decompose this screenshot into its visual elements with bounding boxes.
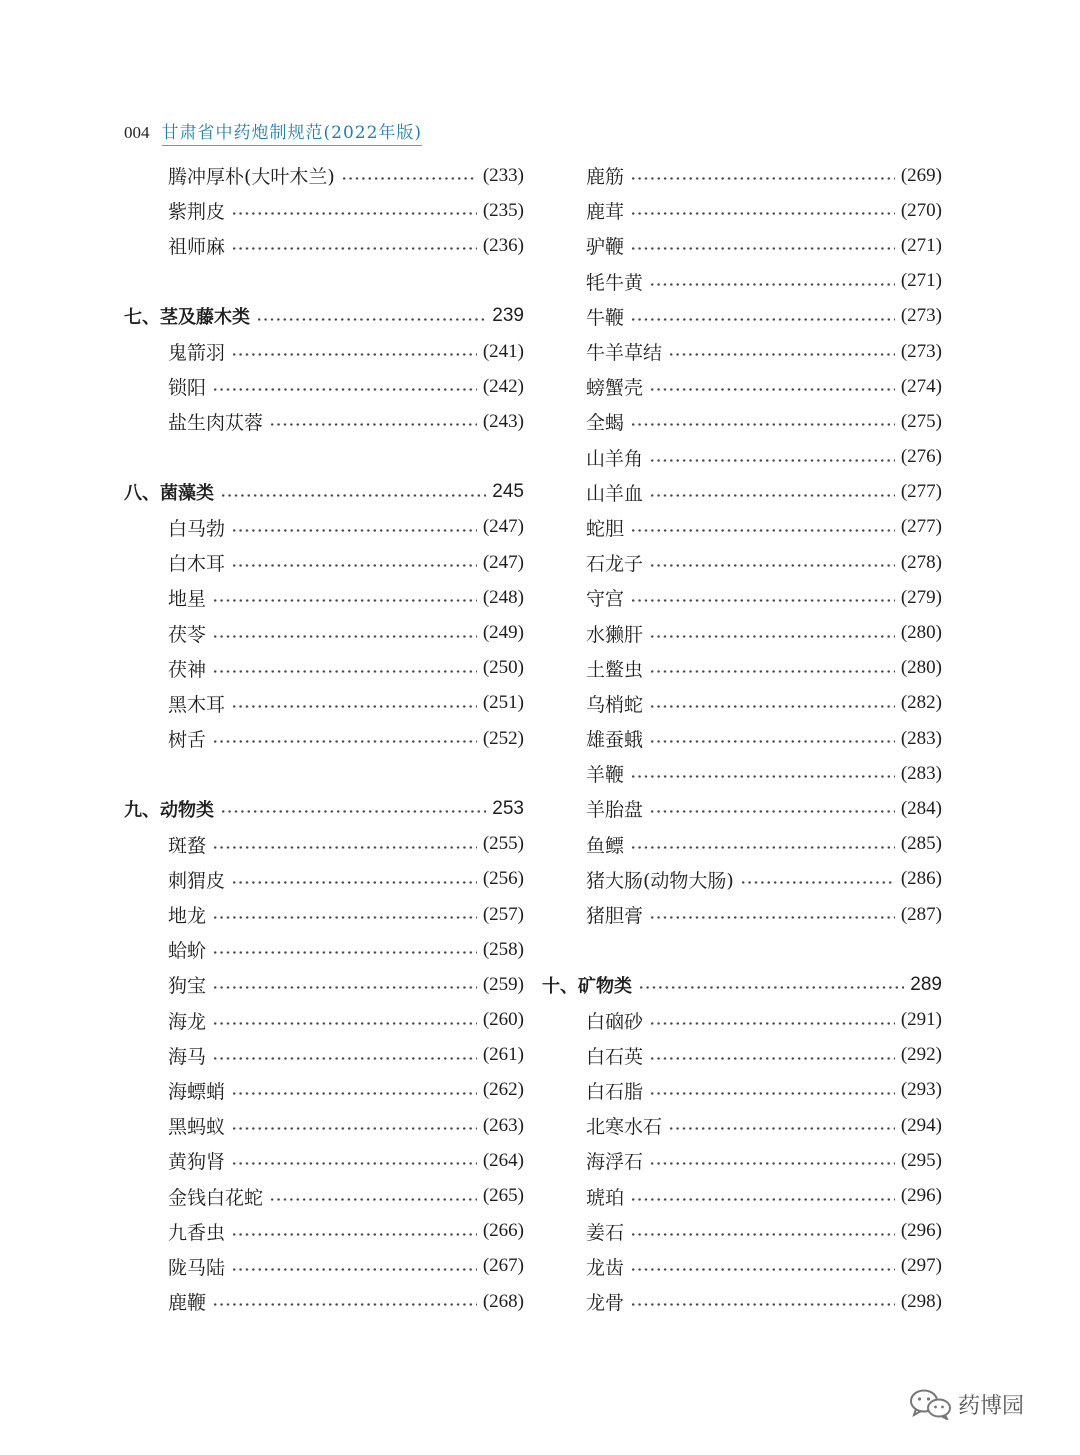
toc-entry-title: 腾冲厚朴(大叶木兰) xyxy=(168,166,335,189)
toc-entry-title: 十、矿物类 xyxy=(542,975,632,997)
dot-leader xyxy=(212,635,477,638)
toc-entry-title: 螃蟹壳 xyxy=(586,377,644,400)
toc-entry[interactable] xyxy=(124,404,524,439)
toc-entry-title: 紫荆皮 xyxy=(168,201,226,224)
toc-page-number: (291) xyxy=(900,1009,942,1031)
toc-page-number: (286) xyxy=(900,868,942,890)
toc-page-number: (247) xyxy=(482,551,524,573)
dot-leader xyxy=(231,1162,477,1165)
toc-entry[interactable] xyxy=(542,1073,942,1108)
dot-leader xyxy=(269,1198,477,1201)
toc-page-number: (298) xyxy=(900,1290,942,1312)
dot-leader xyxy=(649,1162,895,1165)
toc-entry[interactable] xyxy=(542,791,942,826)
toc-page-number: (255) xyxy=(482,833,524,855)
watermark-text: 药博园 xyxy=(958,1393,1025,1419)
toc-entry-title: 琥珀 xyxy=(586,1186,625,1209)
toc-entry[interactable] xyxy=(542,264,942,299)
toc-entry-title: 白石脂 xyxy=(586,1080,644,1103)
toc-page-number: (280) xyxy=(900,622,942,644)
dot-leader xyxy=(649,1057,895,1060)
dot-leader xyxy=(231,353,477,356)
toc-entry-title: 山羊血 xyxy=(586,482,644,505)
toc-gap xyxy=(124,264,524,299)
dot-leader xyxy=(668,1127,895,1130)
toc-entry-title: 驴鞭 xyxy=(586,236,625,259)
toc-page-number: (261) xyxy=(482,1044,524,1066)
dot-leader xyxy=(630,846,895,849)
dot-leader xyxy=(212,740,477,743)
dot-leader xyxy=(649,494,895,497)
toc-page-number: (265) xyxy=(482,1185,524,1207)
toc-entry[interactable] xyxy=(542,756,942,791)
toc-entry-title: 地龙 xyxy=(168,905,207,928)
dot-leader xyxy=(740,881,895,884)
dot-leader xyxy=(212,599,477,602)
toc-left-column xyxy=(124,158,524,1319)
dot-leader xyxy=(231,247,477,250)
toc-entry-title: 猪大肠(动物大肠) xyxy=(586,869,734,892)
toc-entry-title: 姜石 xyxy=(586,1221,625,1244)
toc-entry[interactable] xyxy=(124,1214,524,1249)
toc-entry[interactable] xyxy=(124,1143,524,1178)
toc-entry-title: 九、动物类 xyxy=(124,799,214,821)
dot-leader xyxy=(649,1092,895,1095)
toc-entry[interactable] xyxy=(124,1038,524,1073)
toc-entry-title: 茯神 xyxy=(168,658,207,681)
toc-section-heading[interactable] xyxy=(124,299,524,334)
dot-leader xyxy=(649,388,895,391)
toc-page-number: (287) xyxy=(900,903,942,925)
dot-leader xyxy=(630,318,895,321)
dot-leader xyxy=(231,1268,477,1271)
toc-section-heading[interactable] xyxy=(124,475,524,510)
toc-page-number: (262) xyxy=(482,1079,524,1101)
dot-leader xyxy=(630,1233,895,1236)
dot-leader xyxy=(630,177,895,180)
toc-entry[interactable] xyxy=(124,651,524,686)
toc-entry[interactable] xyxy=(542,721,942,756)
toc-page-number: (270) xyxy=(900,199,942,221)
toc-entry-title: 蛇胆 xyxy=(586,517,625,540)
toc-entry[interactable] xyxy=(124,932,524,967)
toc-section-heading[interactable] xyxy=(124,791,524,826)
toc-entry-title: 海马 xyxy=(168,1045,207,1068)
toc-entry-title: 牛鞭 xyxy=(586,306,625,329)
page-number: 004 xyxy=(124,123,150,142)
dot-leader xyxy=(649,916,895,919)
dot-leader xyxy=(649,459,895,462)
toc-entry-title: 鬼箭羽 xyxy=(168,342,226,365)
dot-leader xyxy=(630,1198,895,1201)
toc-entry[interactable] xyxy=(542,475,942,510)
toc-entry-title: 海螵蛸 xyxy=(168,1080,226,1103)
toc-page-number: (256) xyxy=(482,868,524,890)
toc-gap xyxy=(124,440,524,475)
page-header xyxy=(124,118,422,144)
dot-leader xyxy=(630,1303,895,1306)
toc-entry[interactable] xyxy=(542,440,942,475)
dot-leader xyxy=(269,423,477,426)
toc-page-number: (279) xyxy=(900,586,942,608)
toc-entry-title: 七、茎及藤木类 xyxy=(124,307,250,329)
toc-entry-title: 牛羊草结 xyxy=(586,342,663,365)
toc-entry[interactable] xyxy=(542,158,942,193)
toc-entry[interactable] xyxy=(124,1178,524,1213)
toc-entry-title: 全蝎 xyxy=(586,412,625,435)
dot-leader xyxy=(668,353,895,356)
dot-leader xyxy=(630,1268,895,1271)
toc-entry-title: 白石英 xyxy=(586,1045,644,1068)
toc-page-number: (258) xyxy=(482,938,524,960)
toc-page-number: (271) xyxy=(900,234,942,256)
toc-page-number: (249) xyxy=(482,622,524,644)
toc-entry-title: 羊鞭 xyxy=(586,764,625,787)
toc-entry-title: 龙骨 xyxy=(586,1292,625,1315)
toc-entry[interactable] xyxy=(542,615,942,650)
dot-leader xyxy=(649,564,895,567)
toc-page-number: (252) xyxy=(482,727,524,749)
toc-entry-title: 猪胆膏 xyxy=(586,905,644,928)
toc-entry-title: 黄狗肾 xyxy=(168,1151,226,1174)
toc-page-number: (251) xyxy=(482,692,524,714)
dot-leader xyxy=(649,670,895,673)
toc-entry[interactable] xyxy=(124,967,524,1002)
toc-entry[interactable] xyxy=(542,897,942,932)
dot-leader xyxy=(649,1022,895,1025)
toc-entry[interactable] xyxy=(542,369,942,404)
toc-entry[interactable] xyxy=(124,545,524,580)
toc-page-number: (277) xyxy=(900,481,942,503)
toc-page-number: (235) xyxy=(482,199,524,221)
toc-page-number: (294) xyxy=(900,1114,942,1136)
toc-entry[interactable] xyxy=(124,228,524,263)
toc-entry-title: 锁阳 xyxy=(168,377,207,400)
toc-page-number: (296) xyxy=(900,1185,942,1207)
dot-leader xyxy=(220,494,486,497)
dot-leader xyxy=(212,1022,477,1025)
toc-page-number: 245 xyxy=(492,481,524,503)
wechat-icon xyxy=(908,1388,952,1420)
toc-page-number: (248) xyxy=(482,586,524,608)
toc-entry-title: 鹿茸 xyxy=(586,201,625,224)
toc-page-number: (247) xyxy=(482,516,524,538)
toc-entry[interactable] xyxy=(542,545,942,580)
toc-gap xyxy=(124,756,524,791)
toc-entry[interactable] xyxy=(124,158,524,193)
toc-entry[interactable] xyxy=(124,615,524,650)
toc-entry[interactable] xyxy=(542,1108,942,1143)
toc-right-column xyxy=(542,158,942,1319)
toc-entry-title: 黑木耳 xyxy=(168,693,226,716)
toc-entry-title: 雄蚕蛾 xyxy=(586,729,644,752)
dot-leader xyxy=(630,599,895,602)
toc-entry-title: 牦牛黄 xyxy=(586,271,644,294)
toc-page-number: (260) xyxy=(482,1009,524,1031)
toc-entry[interactable] xyxy=(124,510,524,545)
toc-entry[interactable] xyxy=(124,1249,524,1284)
toc-page-number: (273) xyxy=(900,305,942,327)
book-title: 甘肃省中药炮制规范(2022年版) xyxy=(162,118,423,146)
dot-leader xyxy=(231,212,477,215)
toc-entry[interactable] xyxy=(124,369,524,404)
dot-leader xyxy=(630,775,895,778)
toc-entry-title: 八、菌藻类 xyxy=(124,483,214,505)
dot-leader xyxy=(231,881,477,884)
toc-page-number: (267) xyxy=(482,1255,524,1277)
toc-entry[interactable] xyxy=(542,1178,942,1213)
toc-entry[interactable] xyxy=(542,827,942,862)
toc-page-number: 289 xyxy=(910,973,942,995)
toc-entry-title: 海龙 xyxy=(168,1010,207,1033)
toc-entry[interactable] xyxy=(542,1143,942,1178)
toc-entry-title: 北寒水石 xyxy=(586,1116,663,1139)
dot-leader xyxy=(630,423,895,426)
dot-leader xyxy=(212,1057,477,1060)
toc-entry-title: 盐生肉苁蓉 xyxy=(168,412,264,435)
dot-leader xyxy=(638,986,904,989)
toc-page-number: (236) xyxy=(482,234,524,256)
dot-leader xyxy=(231,1092,477,1095)
toc-page-number: (274) xyxy=(900,375,942,397)
toc-page-number: (242) xyxy=(482,375,524,397)
toc-entry[interactable] xyxy=(542,862,942,897)
dot-leader xyxy=(649,635,895,638)
dot-leader xyxy=(212,1303,477,1306)
toc-entry[interactable] xyxy=(542,510,942,545)
toc-page-number: (257) xyxy=(482,903,524,925)
toc-entry-title: 守宫 xyxy=(586,588,625,611)
dot-leader xyxy=(231,1233,477,1236)
toc-entry[interactable] xyxy=(124,862,524,897)
toc-entry[interactable] xyxy=(542,193,942,228)
toc-entry[interactable] xyxy=(542,1284,942,1319)
toc-page-number: 253 xyxy=(492,797,524,819)
dot-leader xyxy=(231,705,477,708)
dot-leader xyxy=(220,810,486,813)
toc-entry-title: 乌梢蛇 xyxy=(586,693,644,716)
toc-entry[interactable] xyxy=(542,228,942,263)
toc-entry-title: 黑蚂蚁 xyxy=(168,1116,226,1139)
toc-page-number: (283) xyxy=(900,762,942,784)
toc-entry[interactable] xyxy=(542,651,942,686)
dot-leader xyxy=(630,529,895,532)
toc-entry-title: 白木耳 xyxy=(168,553,226,576)
dot-leader xyxy=(231,1127,477,1130)
toc-entry-title: 鹿筋 xyxy=(586,166,625,189)
toc-entry-title: 茯苓 xyxy=(168,623,207,646)
toc-entry[interactable] xyxy=(124,1284,524,1319)
toc-entry[interactable] xyxy=(542,1214,942,1249)
toc-entry-title: 祖师麻 xyxy=(168,236,226,259)
toc-page-number: (266) xyxy=(482,1220,524,1242)
toc-entry[interactable] xyxy=(124,897,524,932)
watermark xyxy=(908,1388,1024,1420)
toc-page-number: (273) xyxy=(900,340,942,362)
toc-entry-title: 斑蝥 xyxy=(168,834,207,857)
toc-entry[interactable] xyxy=(542,1038,942,1073)
toc-entry[interactable] xyxy=(124,1073,524,1108)
toc-entry[interactable] xyxy=(542,334,942,369)
toc-entry-title: 水獭肝 xyxy=(586,623,644,646)
dot-leader xyxy=(256,318,486,321)
dot-leader xyxy=(630,247,895,250)
toc-page-number: (278) xyxy=(900,551,942,573)
dot-leader xyxy=(212,986,477,989)
toc-page-number: (285) xyxy=(900,833,942,855)
toc-entry[interactable] xyxy=(542,580,942,615)
toc-entry[interactable] xyxy=(124,334,524,369)
toc-section-heading[interactable] xyxy=(542,967,942,1002)
toc-page-number: (263) xyxy=(482,1114,524,1136)
toc-gap xyxy=(542,932,942,967)
toc-entry[interactable] xyxy=(124,1003,524,1038)
toc-page-number: 239 xyxy=(492,305,524,327)
toc-page-number: (284) xyxy=(900,797,942,819)
toc-entry[interactable] xyxy=(542,686,942,721)
dot-leader xyxy=(630,212,895,215)
toc-page-number: (233) xyxy=(482,164,524,186)
toc-entry[interactable] xyxy=(124,193,524,228)
toc-page-number: (280) xyxy=(900,657,942,679)
toc-entry-title: 石龙子 xyxy=(586,553,644,576)
toc-entry-title: 海浮石 xyxy=(586,1151,644,1174)
toc-page-number: (277) xyxy=(900,516,942,538)
toc-entry[interactable] xyxy=(124,580,524,615)
toc-page-number: (283) xyxy=(900,727,942,749)
toc-page-number: (250) xyxy=(482,657,524,679)
toc-page-number: (276) xyxy=(900,446,942,468)
dot-leader xyxy=(341,177,477,180)
toc-entry-title: 鱼鳔 xyxy=(586,834,625,857)
toc-entry[interactable] xyxy=(124,1108,524,1143)
toc-entry[interactable] xyxy=(542,299,942,334)
toc-entry[interactable] xyxy=(542,1003,942,1038)
toc-entry-title: 陇马陆 xyxy=(168,1256,226,1279)
toc-page-number: (241) xyxy=(482,340,524,362)
dot-leader xyxy=(649,705,895,708)
toc-page-number: (297) xyxy=(900,1255,942,1277)
toc-page-number: (282) xyxy=(900,692,942,714)
dot-leader xyxy=(212,846,477,849)
toc-entry[interactable] xyxy=(542,404,942,439)
toc-entry[interactable] xyxy=(124,686,524,721)
toc-page-number: (264) xyxy=(482,1149,524,1171)
toc-entry-title: 鹿鞭 xyxy=(168,1292,207,1315)
dot-leader xyxy=(231,564,477,567)
toc-entry-title: 土鳖虫 xyxy=(586,658,644,681)
toc-entry-title: 龙齿 xyxy=(586,1256,625,1279)
toc-entry-title: 狗宝 xyxy=(168,975,207,998)
toc-page-number: (296) xyxy=(900,1220,942,1242)
dot-leader xyxy=(212,670,477,673)
toc-entry-title: 白硇砂 xyxy=(586,1010,644,1033)
toc-entry-title: 刺猬皮 xyxy=(168,869,226,892)
toc-entry-title: 羊胎盘 xyxy=(586,799,644,822)
dot-leader xyxy=(649,283,895,286)
dot-leader xyxy=(212,388,477,391)
toc-page-number: (292) xyxy=(900,1044,942,1066)
toc-page-number: (268) xyxy=(482,1290,524,1312)
toc-entry-title: 金钱白花蛇 xyxy=(168,1186,264,1209)
toc-entry-title: 九香虫 xyxy=(168,1221,226,1244)
toc-page-number: (271) xyxy=(900,270,942,292)
toc-entry-title: 地星 xyxy=(168,588,207,611)
toc-entry[interactable] xyxy=(542,1249,942,1284)
toc-entry-title: 山羊角 xyxy=(586,447,644,470)
toc-entry-title: 白马勃 xyxy=(168,517,226,540)
toc-entry-title: 蛤蚧 xyxy=(168,940,207,963)
dot-leader xyxy=(649,740,895,743)
toc-page-number: (293) xyxy=(900,1079,942,1101)
dot-leader xyxy=(212,951,477,954)
toc-page-number: (275) xyxy=(900,410,942,432)
toc-entry[interactable] xyxy=(124,827,524,862)
toc-entry-title: 树舌 xyxy=(168,729,207,752)
dot-leader xyxy=(649,810,895,813)
dot-leader xyxy=(231,529,477,532)
toc-page-number: (269) xyxy=(900,164,942,186)
toc-page-number: (259) xyxy=(482,973,524,995)
toc-page-number: (243) xyxy=(482,410,524,432)
dot-leader xyxy=(212,916,477,919)
toc-page-number: (295) xyxy=(900,1149,942,1171)
toc-entry[interactable] xyxy=(124,721,524,756)
